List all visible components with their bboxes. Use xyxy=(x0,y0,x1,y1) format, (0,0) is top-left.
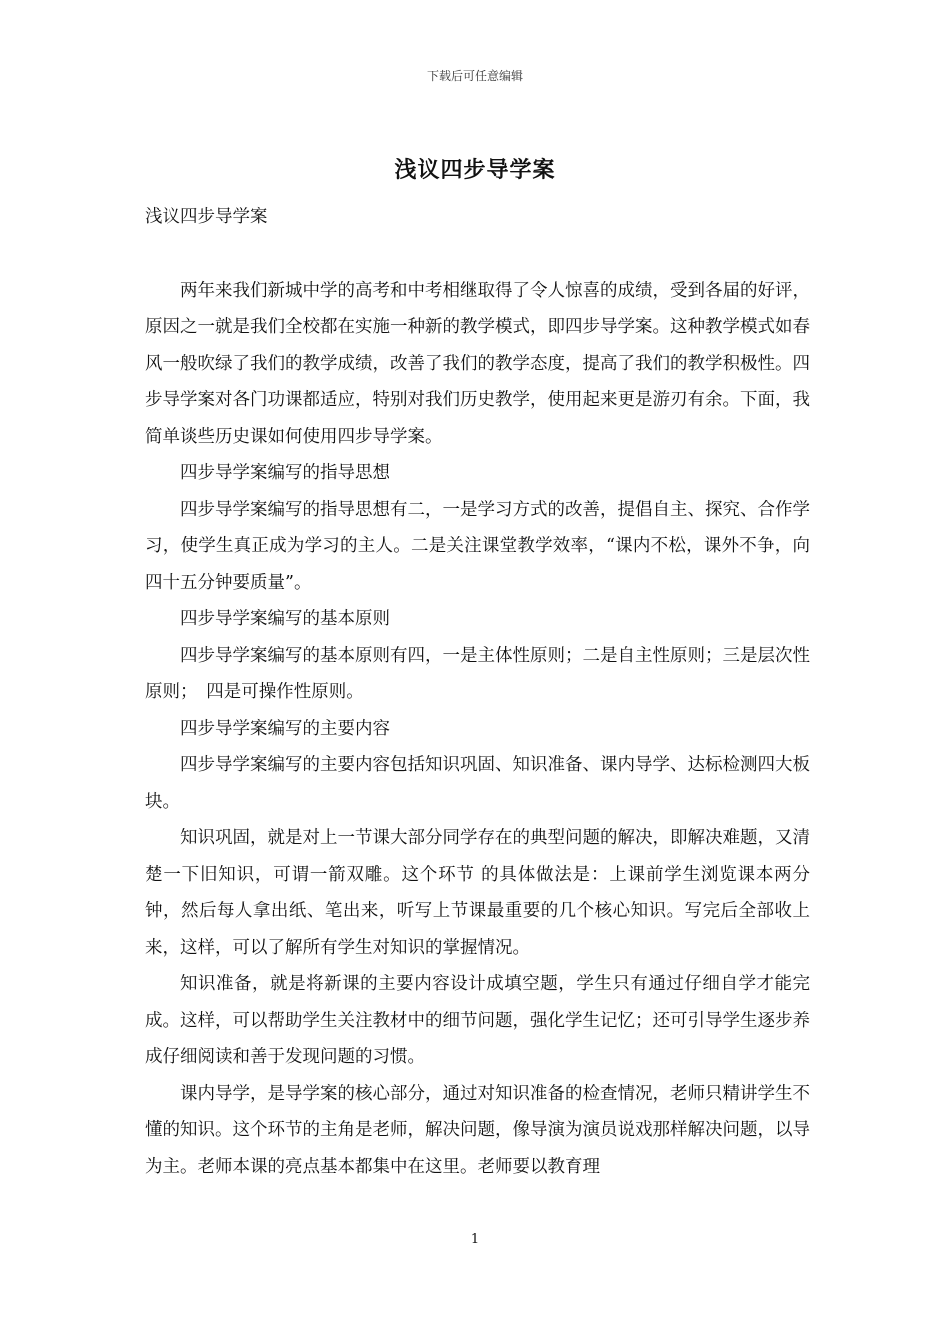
paragraph-guiding-idea: 四步导学案编写的指导思想有二，一是学习方式的改善，提倡自主、探究、合作学习，使学生真正成为学习的主人。二是关注课堂教学效率，“课内不松，课外不争，向四十五分钟要质量”。 xyxy=(145,499,810,593)
document-title: 浅议四步导学案 xyxy=(394,157,556,183)
section-heading-main-content: 四步导学案编写的主要内容 xyxy=(180,718,390,739)
section-heading-basic-principles: 四步导学案编写的基本原则 xyxy=(180,609,390,629)
paragraph-knowledge-preparation: 知识准备，就是将新课的主要内容设计成填空题，学生只有通过仔细自学才能完成。这样，可以帮助学生关注教材中的细节问题，强化学生记忆；还可引导学生逐步养成仔细阅读和善于发现问题的习惯。 xyxy=(145,974,810,1067)
document-body xyxy=(145,199,810,1185)
paragraph-basic-principles: 四步导学案编写的基本原则有四，一是主体性原则；二是自主性原则；三是层次性原则； 四是可操作性原则。 xyxy=(145,645,810,702)
header-note: 下载后可任意编辑 xyxy=(426,69,523,83)
paragraph-main-content: 四步导学案编写的主要内容包括知识巩固、知识准备、课内导学、达标检测四大板块。 xyxy=(145,755,810,812)
paragraph-in-class-guidance: 课内导学，是导学案的核心部分，通过对知识准备的检查情况，老师只精讲学生不懂的知识。这个环节的主角是老师，解决问题，像导演为演员说戏那样解决问题，以导为主。老师本课的亮点基本都集中在这里。老师要以教育理 xyxy=(145,1083,810,1177)
paragraph-knowledge-consolidation: 知识巩固，就是对上一节课大部分同学存在的典型问题的解决，即解决难题，又清楚一下旧知识，可谓一箭双雕。这个环节 的具体做法是：上课前学生浏览课本两分钟，然后每人拿出纸、笔出来，听写上节课最重要的几个核心知识。写完后全部收上来，这样，可以了解所有学生对知识的掌握情况。 xyxy=(145,828,810,958)
page-number: 1 xyxy=(470,1232,480,1247)
section-heading-guiding-idea: 四步导学案编写的指导思想 xyxy=(180,463,390,483)
document-subtitle: 浅议四步导学案 xyxy=(145,207,268,227)
paragraph-intro: 两年来我们新城中学的高考和中考相继取得了令人惊喜的成绩，受到各届的好评，原因之一就是我们全校都在实施一种新的教学模式，即四步导学案。这种教学模式如春风一般吹绿了我们的教学成绩，改善了我们的教学态度，提高了我们的教学积极性。四步导学案对各门功课都适应，特别对我们历史教学，使用起来更是游刃有余。下面，我简单谈些历史课如何使用四步导学案。 xyxy=(145,280,810,447)
